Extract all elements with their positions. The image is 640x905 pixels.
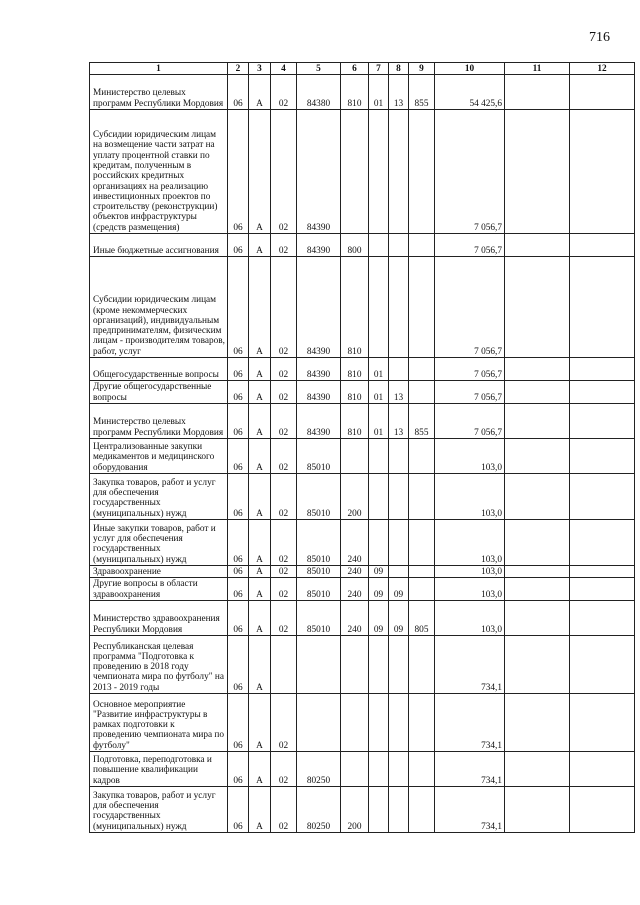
code-cell: 06 xyxy=(228,234,249,257)
code-cell: А xyxy=(249,439,271,474)
table-row xyxy=(90,520,635,566)
code-cell: 06 xyxy=(228,578,249,601)
code-cell: 85010 xyxy=(297,566,341,578)
code-cell: 240 xyxy=(341,520,369,566)
code-cell: А xyxy=(249,601,271,636)
code-cell: А xyxy=(249,752,271,787)
code-cell xyxy=(409,752,435,787)
code-cell xyxy=(409,520,435,566)
row-name-cell: Иные бюджетные ассигнования xyxy=(90,234,228,257)
code-cell: 02 xyxy=(271,566,297,578)
code-cell: 06 xyxy=(228,474,249,520)
empty-cell xyxy=(505,578,570,601)
row-name-cell: Министерство здравоохранения Республики Мордовия xyxy=(90,601,228,636)
row-name-cell: Иные закупки товаров, работ и услуг для обеспечения государственных (муниципальных) нужд xyxy=(90,520,228,566)
table-row xyxy=(90,404,635,439)
row-name-cell: Субсидии юридическим лицам (кроме некоммерческих организаций), индивидуальным предпринимателям, физическим лицам - производителям товаров, работ, услуг xyxy=(90,257,228,358)
row-name-cell: Общегосударственные вопросы xyxy=(90,358,228,381)
code-cell: 13 xyxy=(389,404,409,439)
code-cell: 13 xyxy=(389,381,409,404)
code-cell: 06 xyxy=(228,404,249,439)
row-name-cell: Республиканская целевая программа "Подготовка к проведению в 2018 году чемпионата мира по футболу" на 2013 - 2019 годы xyxy=(90,636,228,694)
column-header: 6 xyxy=(341,63,369,75)
amount-cell: 734,1 xyxy=(435,787,505,833)
code-cell xyxy=(341,752,369,787)
column-header: 5 xyxy=(297,63,341,75)
empty-cell xyxy=(570,636,635,694)
code-cell: 800 xyxy=(341,234,369,257)
code-cell: 810 xyxy=(341,404,369,439)
code-cell: 84390 xyxy=(297,381,341,404)
code-cell: 85010 xyxy=(297,520,341,566)
empty-cell xyxy=(505,752,570,787)
column-header: 7 xyxy=(369,63,389,75)
code-cell: 85010 xyxy=(297,439,341,474)
empty-cell xyxy=(505,110,570,234)
code-cell xyxy=(389,358,409,381)
code-cell: 240 xyxy=(341,601,369,636)
empty-cell xyxy=(570,578,635,601)
empty-cell xyxy=(505,358,570,381)
table-row xyxy=(90,566,635,578)
empty-cell xyxy=(505,566,570,578)
code-cell xyxy=(341,636,369,694)
empty-cell xyxy=(505,694,570,752)
code-cell: 80250 xyxy=(297,752,341,787)
column-header: 9 xyxy=(409,63,435,75)
row-name-cell: Другие вопросы в области здравоохранения xyxy=(90,578,228,601)
code-cell xyxy=(369,110,389,234)
column-header: 8 xyxy=(389,63,409,75)
table-row xyxy=(90,578,635,601)
code-cell: А xyxy=(249,636,271,694)
code-cell: 06 xyxy=(228,787,249,833)
code-cell: А xyxy=(249,110,271,234)
amount-cell: 7 056,7 xyxy=(435,358,505,381)
empty-cell xyxy=(570,520,635,566)
code-cell: 06 xyxy=(228,566,249,578)
code-cell xyxy=(369,257,389,358)
empty-cell xyxy=(505,234,570,257)
code-cell: 06 xyxy=(228,439,249,474)
code-cell: 02 xyxy=(271,601,297,636)
row-name-cell: Основное мероприятие "Развитие инфраструктуры в рамках подготовки к проведению чемпионата мира по футболу" xyxy=(90,694,228,752)
row-name-cell: Здравоохранение xyxy=(90,566,228,578)
code-cell xyxy=(389,694,409,752)
code-cell xyxy=(389,566,409,578)
amount-cell: 7 056,7 xyxy=(435,257,505,358)
table-row xyxy=(90,75,635,110)
code-cell: 06 xyxy=(228,601,249,636)
column-header: 2 xyxy=(228,63,249,75)
code-cell xyxy=(389,787,409,833)
code-cell: 02 xyxy=(271,520,297,566)
code-cell xyxy=(271,636,297,694)
row-name-cell: Подготовка, переподготовка и повышение квалификации кадров xyxy=(90,752,228,787)
amount-cell: 7 056,7 xyxy=(435,110,505,234)
code-cell xyxy=(409,381,435,404)
column-header: 12 xyxy=(570,63,635,75)
code-cell: 01 xyxy=(369,75,389,110)
code-cell: 02 xyxy=(271,752,297,787)
code-cell: 85010 xyxy=(297,474,341,520)
table-row xyxy=(90,234,635,257)
code-cell: 02 xyxy=(271,257,297,358)
table-row xyxy=(90,439,635,474)
amount-cell: 734,1 xyxy=(435,636,505,694)
code-cell xyxy=(389,439,409,474)
empty-cell xyxy=(570,752,635,787)
amount-cell: 103,0 xyxy=(435,520,505,566)
code-cell xyxy=(369,636,389,694)
code-cell xyxy=(369,694,389,752)
code-cell: 02 xyxy=(271,234,297,257)
table-row xyxy=(90,110,635,234)
code-cell: 02 xyxy=(271,381,297,404)
amount-cell: 734,1 xyxy=(435,752,505,787)
code-cell: А xyxy=(249,520,271,566)
code-cell: 06 xyxy=(228,636,249,694)
table-row xyxy=(90,787,635,833)
code-cell xyxy=(369,787,389,833)
code-cell: 84390 xyxy=(297,110,341,234)
empty-cell xyxy=(570,787,635,833)
code-cell xyxy=(341,439,369,474)
code-cell: 810 xyxy=(341,75,369,110)
code-cell: 84390 xyxy=(297,404,341,439)
code-cell: А xyxy=(249,381,271,404)
code-cell: 810 xyxy=(341,257,369,358)
empty-cell xyxy=(570,439,635,474)
code-cell: 06 xyxy=(228,694,249,752)
code-cell: 240 xyxy=(341,578,369,601)
code-cell xyxy=(389,636,409,694)
code-cell xyxy=(389,520,409,566)
code-cell: 200 xyxy=(341,474,369,520)
code-cell: 84390 xyxy=(297,234,341,257)
code-cell: 06 xyxy=(228,520,249,566)
code-cell: А xyxy=(249,694,271,752)
code-cell: 01 xyxy=(369,381,389,404)
code-cell: 01 xyxy=(369,404,389,439)
table-header-row xyxy=(90,63,635,75)
column-header: 4 xyxy=(271,63,297,75)
code-cell xyxy=(341,694,369,752)
column-header: 1 xyxy=(90,63,228,75)
code-cell xyxy=(341,110,369,234)
code-cell: 09 xyxy=(389,578,409,601)
amount-cell: 103,0 xyxy=(435,566,505,578)
code-cell: А xyxy=(249,787,271,833)
empty-cell xyxy=(570,601,635,636)
empty-cell xyxy=(570,694,635,752)
code-cell: 84390 xyxy=(297,358,341,381)
budget-table xyxy=(89,62,635,833)
empty-cell xyxy=(570,358,635,381)
code-cell xyxy=(409,566,435,578)
code-cell xyxy=(389,474,409,520)
code-cell: 02 xyxy=(271,75,297,110)
code-cell: А xyxy=(249,257,271,358)
code-cell: 84390 xyxy=(297,257,341,358)
empty-cell xyxy=(505,439,570,474)
row-name-cell: Другие общегосударственные вопросы xyxy=(90,381,228,404)
code-cell xyxy=(369,439,389,474)
code-cell: 01 xyxy=(369,358,389,381)
code-cell xyxy=(409,358,435,381)
code-cell: 09 xyxy=(369,601,389,636)
code-cell xyxy=(369,752,389,787)
code-cell: 06 xyxy=(228,110,249,234)
code-cell: 855 xyxy=(409,404,435,439)
code-cell xyxy=(369,234,389,257)
code-cell: 80250 xyxy=(297,787,341,833)
code-cell xyxy=(409,110,435,234)
row-name-cell: Министерство целевых программ Республики Мордовия xyxy=(90,404,228,439)
row-name-cell: Закупка товаров, работ и услуг для обеспечения государственных (муниципальных) нужд xyxy=(90,474,228,520)
empty-cell xyxy=(505,474,570,520)
table-row xyxy=(90,636,635,694)
code-cell xyxy=(297,694,341,752)
code-cell xyxy=(297,636,341,694)
table-row xyxy=(90,381,635,404)
code-cell xyxy=(409,439,435,474)
amount-cell: 734,1 xyxy=(435,694,505,752)
code-cell: 02 xyxy=(271,110,297,234)
code-cell: 09 xyxy=(369,566,389,578)
code-cell: А xyxy=(249,404,271,439)
code-cell: 805 xyxy=(409,601,435,636)
empty-cell xyxy=(505,381,570,404)
code-cell: А xyxy=(249,75,271,110)
code-cell xyxy=(369,474,389,520)
table-row xyxy=(90,694,635,752)
code-cell: 06 xyxy=(228,358,249,381)
code-cell xyxy=(389,752,409,787)
code-cell: 85010 xyxy=(297,578,341,601)
code-cell: 09 xyxy=(389,601,409,636)
code-cell: 855 xyxy=(409,75,435,110)
empty-cell xyxy=(570,381,635,404)
empty-cell xyxy=(570,110,635,234)
code-cell: 02 xyxy=(271,578,297,601)
code-cell: 06 xyxy=(228,257,249,358)
amount-cell: 103,0 xyxy=(435,474,505,520)
amount-cell: 7 056,7 xyxy=(435,381,505,404)
code-cell: 13 xyxy=(389,75,409,110)
empty-cell xyxy=(505,601,570,636)
row-name-cell: Закупка товаров, работ и услуг для обеспечения государственных (муниципальных) нужд xyxy=(90,787,228,833)
code-cell: 06 xyxy=(228,75,249,110)
code-cell: 06 xyxy=(228,381,249,404)
column-header: 11 xyxy=(505,63,570,75)
amount-cell: 7 056,7 xyxy=(435,234,505,257)
code-cell xyxy=(409,474,435,520)
code-cell: 09 xyxy=(369,578,389,601)
code-cell: А xyxy=(249,474,271,520)
empty-cell xyxy=(505,520,570,566)
code-cell: А xyxy=(249,234,271,257)
code-cell: 06 xyxy=(228,752,249,787)
empty-cell xyxy=(570,404,635,439)
table-row xyxy=(90,601,635,636)
code-cell: 02 xyxy=(271,694,297,752)
code-cell: 85010 xyxy=(297,601,341,636)
amount-cell: 103,0 xyxy=(435,439,505,474)
code-cell xyxy=(409,787,435,833)
row-name-cell: Централизованные закупки медикаментов и медицинского оборудования xyxy=(90,439,228,474)
empty-cell xyxy=(570,75,635,110)
code-cell: 02 xyxy=(271,787,297,833)
code-cell: 02 xyxy=(271,439,297,474)
empty-cell xyxy=(570,566,635,578)
code-cell xyxy=(389,110,409,234)
amount-cell: 103,0 xyxy=(435,578,505,601)
code-cell: 810 xyxy=(341,358,369,381)
empty-cell xyxy=(505,787,570,833)
code-cell xyxy=(369,520,389,566)
table-row xyxy=(90,752,635,787)
code-cell: А xyxy=(249,566,271,578)
empty-cell xyxy=(570,474,635,520)
code-cell: 02 xyxy=(271,404,297,439)
code-cell xyxy=(389,257,409,358)
code-cell: 200 xyxy=(341,787,369,833)
code-cell: 02 xyxy=(271,358,297,381)
amount-cell: 103,0 xyxy=(435,601,505,636)
amount-cell: 54 425,6 xyxy=(435,75,505,110)
amount-cell: 7 056,7 xyxy=(435,404,505,439)
code-cell: 810 xyxy=(341,381,369,404)
code-cell xyxy=(389,234,409,257)
empty-cell xyxy=(505,257,570,358)
empty-cell xyxy=(570,257,635,358)
page-number: 716 xyxy=(589,30,610,45)
empty-cell xyxy=(505,636,570,694)
empty-cell xyxy=(505,75,570,110)
row-name-cell: Министерство целевых программ Республики Мордовия xyxy=(90,75,228,110)
code-cell: 240 xyxy=(341,566,369,578)
code-cell: 84380 xyxy=(297,75,341,110)
table-row xyxy=(90,474,635,520)
empty-cell xyxy=(570,234,635,257)
column-header: 10 xyxy=(435,63,505,75)
code-cell: А xyxy=(249,578,271,601)
code-cell xyxy=(409,257,435,358)
column-header: 3 xyxy=(249,63,271,75)
code-cell xyxy=(409,636,435,694)
code-cell xyxy=(409,578,435,601)
code-cell: 02 xyxy=(271,474,297,520)
code-cell: А xyxy=(249,358,271,381)
row-name-cell: Субсидии юридическим лицам на возмещение части затрат на уплату процентной ставки по кредитам, полученным в российских кредитных организациях на реализацию инвестиционных проектов по строительству (реконструкции) объектов инфраструктуры (средств размещения) xyxy=(90,110,228,234)
code-cell xyxy=(409,234,435,257)
table-row xyxy=(90,358,635,381)
table-row xyxy=(90,257,635,358)
empty-cell xyxy=(505,404,570,439)
code-cell xyxy=(409,694,435,752)
